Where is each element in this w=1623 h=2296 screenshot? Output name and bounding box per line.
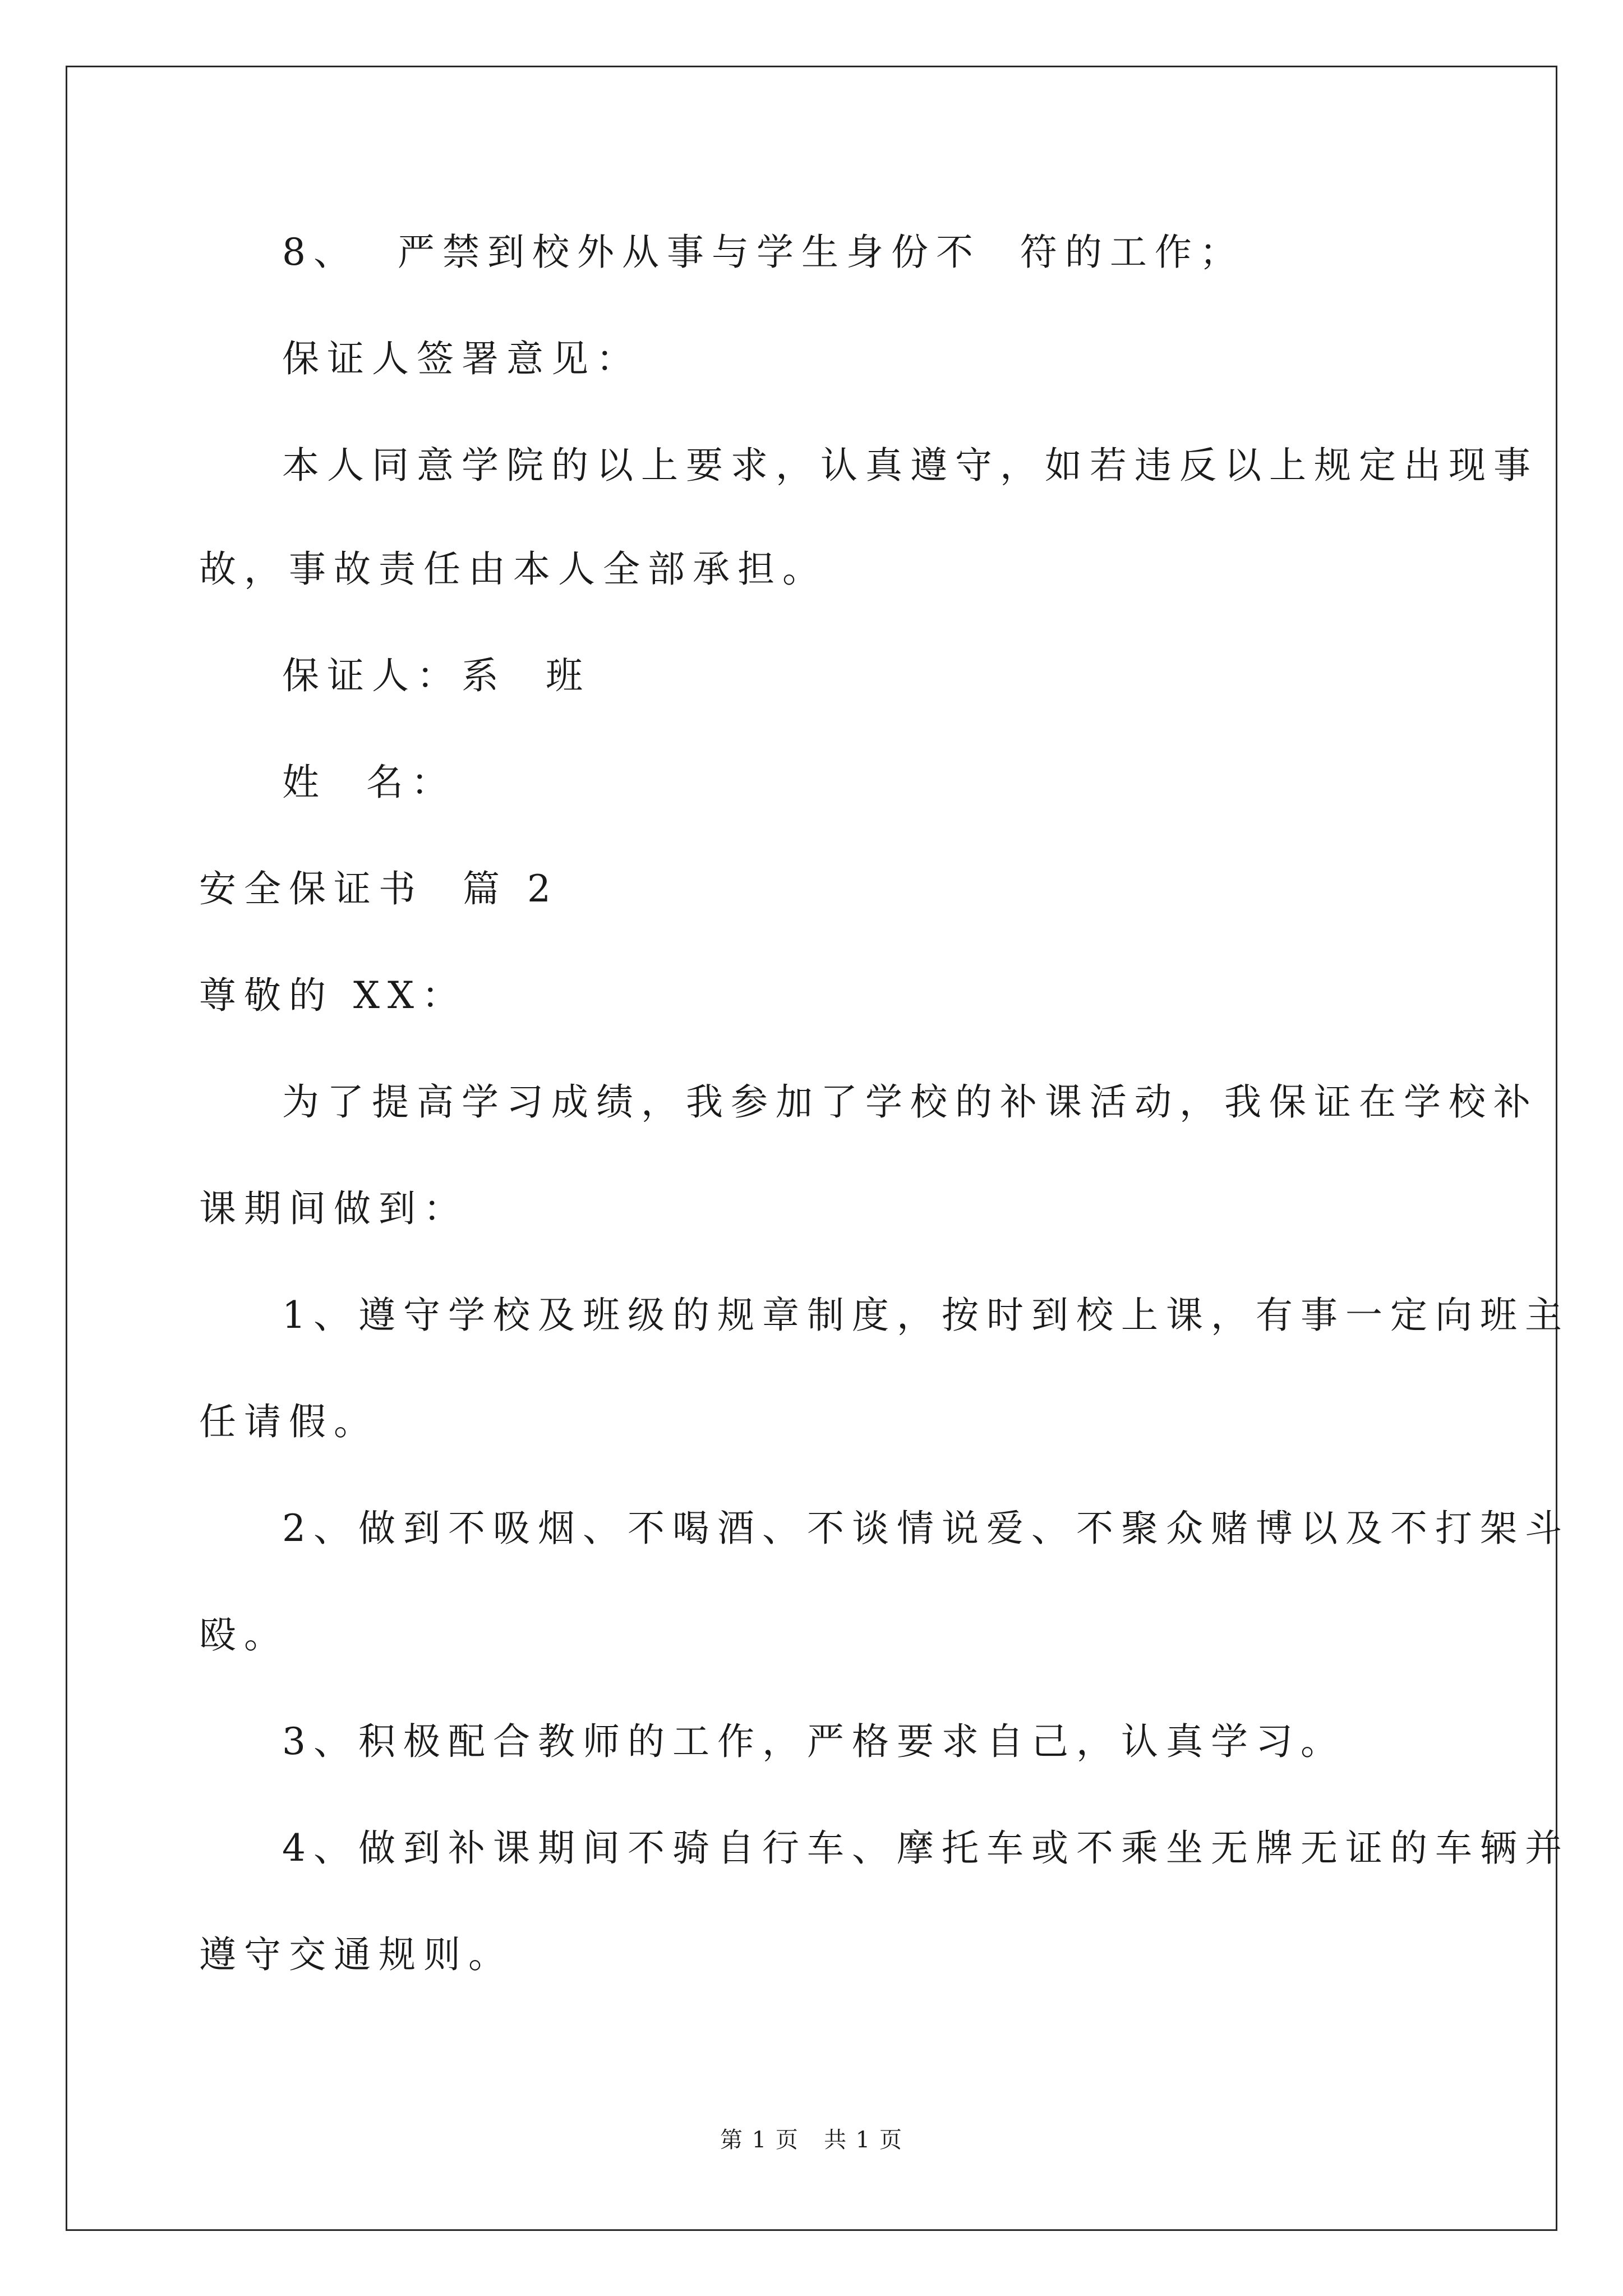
item-2-line-2: 殴。 — [199, 1613, 289, 1657]
item-2-line-1: 2、做到不吸烟、不喝酒、不谈情说爱、不聚众赌博以及不打架斗 — [282, 1507, 1570, 1550]
item-1-line-2: 任请假。 — [199, 1400, 379, 1443]
intro-paragraph-line-2: 课期间做到： — [199, 1187, 468, 1230]
item-8-line: 8、 严禁到校外从事与学生身份不 符的工作； — [282, 231, 1244, 274]
section-title: 安全保证书 篇 2 — [199, 867, 559, 910]
item-1-line-1: 1、遵守学校及班级的规章制度，按时到校上课，有事一定向班主 — [282, 1294, 1570, 1337]
guarantor-opinion-heading: 保证人签署意见： — [282, 337, 641, 380]
salutation: 尊敬的 XX： — [199, 974, 467, 1017]
intro-paragraph-line-1: 为了提高学习成绩，我参加了学校的补课活动，我保证在学校补 — [282, 1080, 1538, 1124]
guarantor-name: 姓 名： — [282, 761, 456, 804]
page-number-footer: 第 1 页 共 1 页 — [720, 2127, 903, 2153]
item-3-line: 3、积极配合教师的工作，严格要求自己，认真学习。 — [282, 1720, 1345, 1763]
item-4-line-1: 4、做到补课期间不骑自行车、摩托车或不乘坐无牌无证的车辆并 — [282, 1826, 1570, 1870]
item-4-line-2: 遵守交通规则。 — [199, 1933, 513, 1976]
guarantor-department-class: 保证人：系 班 — [282, 654, 591, 697]
agreement-paragraph-line-1: 本人同意学院的以上要求，认真遵守，如若违反以上规定出现事 — [282, 444, 1538, 487]
page-border — [66, 66, 1557, 2231]
agreement-paragraph-line-2: 故，事故责任由本人全部承担。 — [199, 547, 827, 591]
